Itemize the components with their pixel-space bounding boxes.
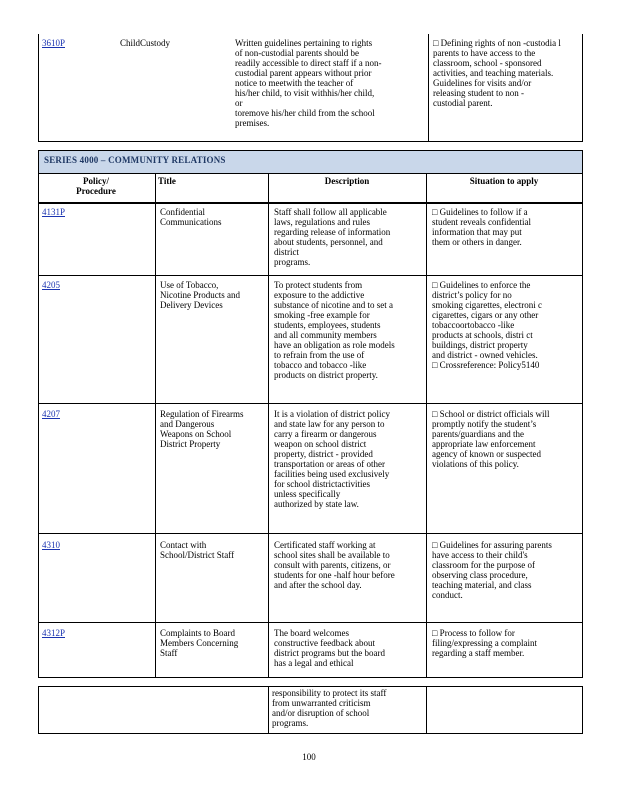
policy-description-continued: responsibility to protect its staff from unwarranted criticism and/or disruption of school programs.	[272, 688, 387, 728]
policy-situation: □ Guidelines for assuring parents have access to their child's classroom for the purpose of observing class procedure, teaching material, and class conduct.	[432, 540, 552, 600]
policy-link-3610p[interactable]: 3610P	[42, 38, 66, 48]
series-header: SERIES 4000 – COMMUNITY RELATIONS	[38, 150, 582, 173]
policy-situation: □ Guidelines to enforce the district’s policy for no smoking cigarettes, electroni c cigarettes, cigars or any other tobaccoortobacco -like products at schools, distri ct buildings, district property and district - owned vehicles. □ Crossreference: Policy5140	[432, 280, 542, 370]
column-header-description: Description	[324, 176, 370, 186]
policy-description: The board welcomes constructive feedback about district programs but the board has a legal and ethical	[274, 628, 385, 668]
policy-description: Certificated staff working at school sites shall be available to consult with parents, citizens, or students for one -half hour before and after the school day.	[274, 540, 395, 590]
policy-description: To protect students from exposure to the addictive substance of nicotine and to set a smoking -free example for students, employees, students and all community members have an obligation as role models to refrain from the use of tobacco and tobacco -like products on district property.	[274, 280, 395, 380]
policy-title: Contact with School/District Staff	[160, 540, 235, 560]
policy-link-4207[interactable]: 4207	[42, 409, 60, 419]
policy-description: Written guidelines pertaining to rights of non-custodial parents should be readily accessible to direct staff if a non- custodial parent appears without prior notice to meetwith the teacher of his/her child, to visit withhis/her child, or toremove his/her child from the school premises.	[235, 38, 382, 128]
policy-link-4205[interactable]: 4205	[42, 280, 60, 290]
policy-title: ChildCustody	[120, 38, 171, 48]
policy-link-4310[interactable]: 4310	[42, 540, 60, 550]
policy-title: Use of Tobacco, Nicotine Products and Delivery Devices	[160, 280, 240, 310]
policy-title: Complaints to Board Members Concerning Staff	[160, 628, 239, 658]
policy-link-4131p[interactable]: 4131P	[42, 207, 66, 217]
policy-situation: □ Process to follow for filing/expressing a complaint regarding a staff member.	[432, 628, 537, 658]
policy-title: Regulation of Firearms and Dangerous Weapons on School District Property	[160, 409, 244, 449]
page-number: 100	[302, 752, 316, 762]
policy-description: Staff shall follow all applicable laws, regulations and rules regarding release of information about students, personnel, and district programs.	[274, 207, 391, 267]
policy-description: It is a violation of district policy and state law for any person to carry a firearm or dangerous weapon on school district property, district - provided transportation or areas of other facilities being used exclusively for school districtactivities unless specifically authorized by state law.	[274, 409, 390, 509]
column-header-policy: Policy/ Procedure	[76, 176, 116, 196]
column-header-title: Title	[158, 176, 176, 186]
column-header-situation: Situation to apply	[469, 176, 539, 186]
policy-situation: □ Guidelines to follow if a student reveals confidential information that may put them or others in danger.	[432, 207, 531, 247]
policy-link-4312p[interactable]: 4312P	[42, 628, 66, 638]
policy-situation: □ School or district officials will promptly notify the student’s parents/guardians and the appropriate law enforcement agency of known or suspected violations of this policy.	[432, 409, 550, 469]
policy-situation: □ Defining rights of non -custodia l parents to have access to the classroom, school - sponsored activities, and teaching materials. Guidelines for visits and/or releasing student to non - custodial parent.	[433, 38, 561, 108]
policy-title: Confidential Communications	[160, 207, 222, 227]
